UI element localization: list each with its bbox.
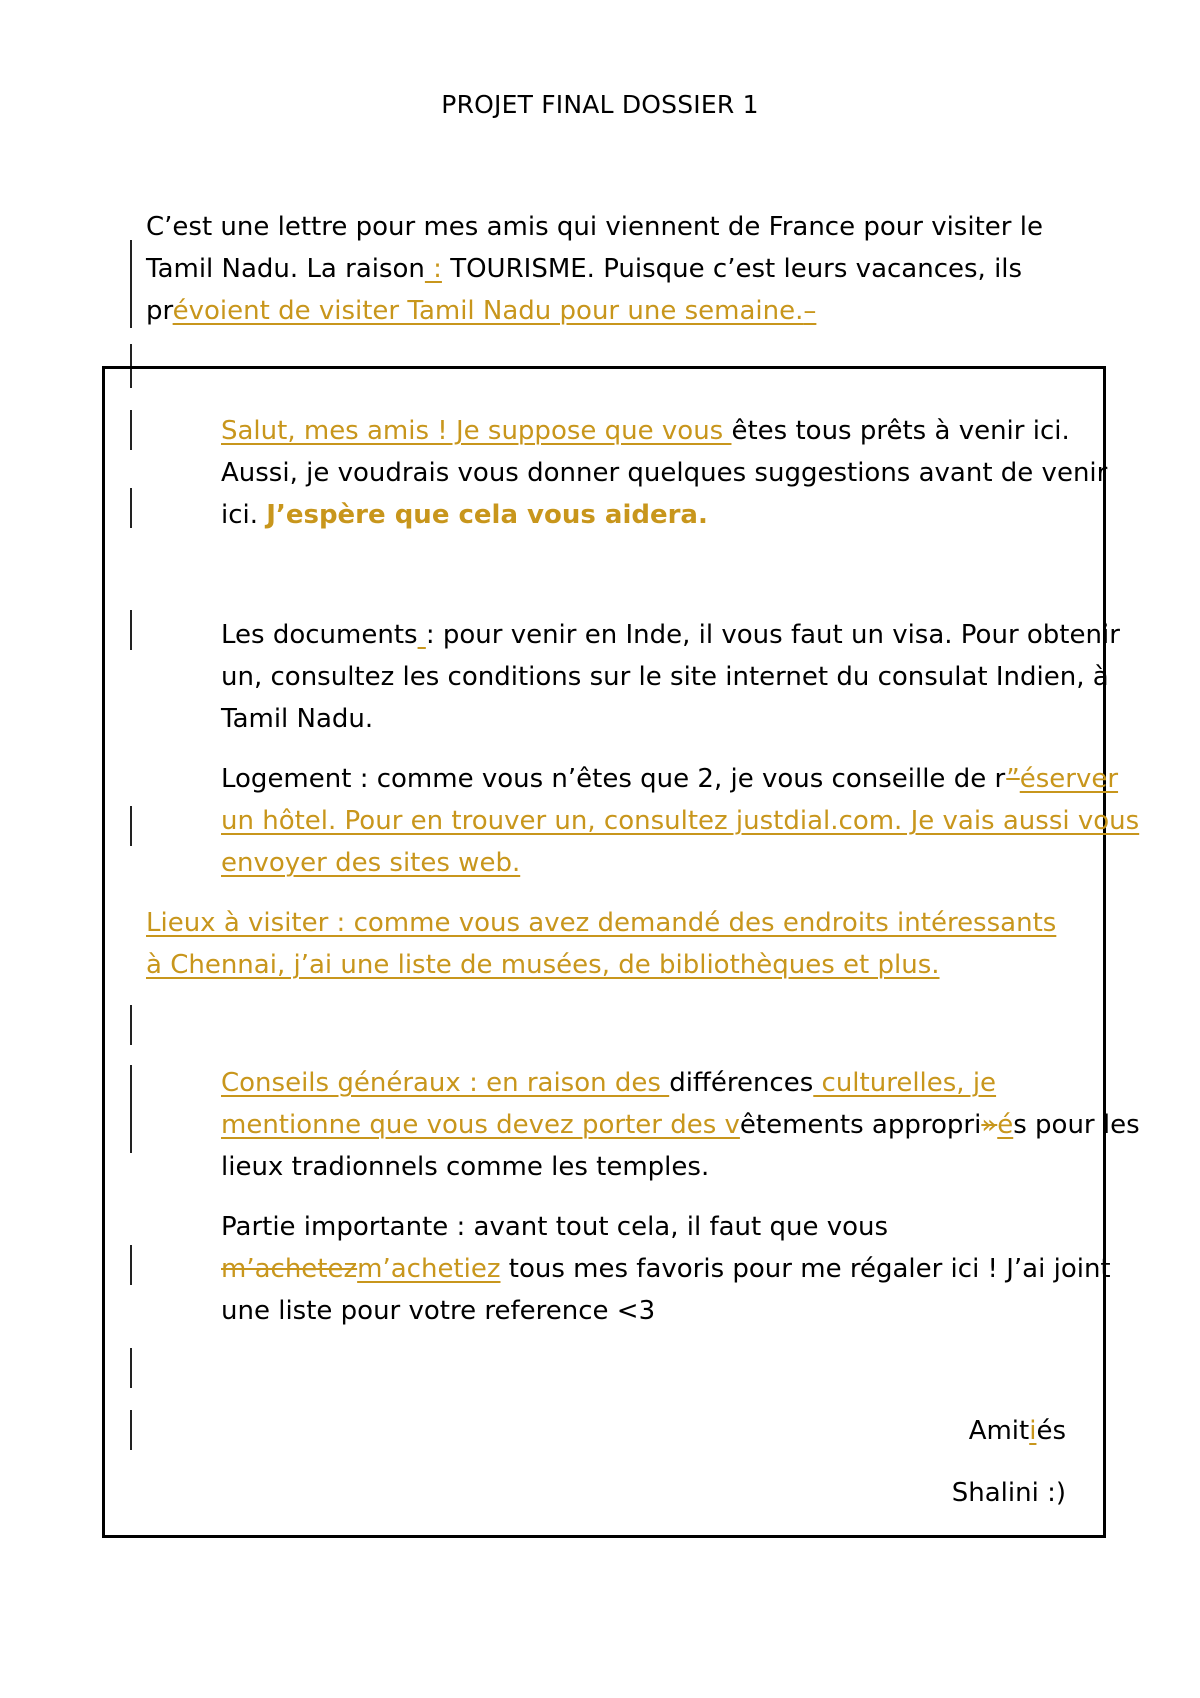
revision-text	[418, 620, 426, 650]
revision-text: éserver un hôtel. Pour en trouver un, consultez justdial.com. Je vais aussi vous envoyer des sites web.	[221, 764, 1140, 878]
signature: Shalini :)	[951, 1478, 1066, 1508]
intro-revision-3: –	[803, 296, 817, 326]
revision-text: Salut, mes amis ! Je suppose que vous	[221, 416, 732, 446]
revision-text: m’achetiez	[357, 1254, 501, 1284]
change-bar	[130, 240, 132, 328]
body-text: : pour venir en Inde, il vous faut un visa. Pour obtenir un, consultez les conditions sur le site internet du consulat Indien, à Tamil Nadu.	[221, 620, 1120, 734]
advice-paragraph	[146, 1062, 1141, 1188]
body-text: Logement : comme vous n’êtes que 2, je vous conseille de r	[221, 764, 1007, 794]
body-text: tous mes favoris pour me régaler ici ! J’ai joint une liste pour votre reference <3	[221, 1254, 1111, 1326]
deleted-text: ”	[1006, 764, 1020, 794]
intro-text-1: C’est une lettre pour mes amis qui viennent de France pour visiter le Tamil Nadu. La raison	[146, 212, 1043, 284]
body-text: Les documents	[221, 620, 418, 650]
body-text: êtes tous prêts à venir ici. Aussi, je voudrais vous donner quelques suggestions avant de venir ici.	[221, 416, 1108, 530]
revision-text: culturelles, je mentionne que vous devez porter des v	[221, 1068, 997, 1140]
intro-text-2: TOURISME. Puisque c’est leurs vacances, ils pr	[146, 254, 1023, 326]
housing-paragraph	[146, 758, 1141, 884]
important-paragraph	[146, 1206, 1141, 1332]
revision-bold-text: J’espère que cela vous aidera.	[266, 500, 708, 530]
closing-line	[146, 1410, 1066, 1452]
places-paragraph	[146, 902, 1066, 986]
deleted-text: »	[981, 1110, 998, 1140]
revision-text: é	[997, 1110, 1014, 1140]
revision-text: Lieux à visiter : comme vous avez demandé des endroits intéressants à Chennai, j’ai une liste de musées, de bibliothèques et plus.	[146, 908, 1057, 980]
closing-text: és	[1036, 1416, 1066, 1446]
letter-greeting-paragraph	[146, 410, 1141, 536]
deleted-text: m’achetez	[221, 1254, 358, 1284]
body-text: êtements appropri	[739, 1110, 982, 1140]
body-text: Partie importante : avant tout cela, il faut que vous	[221, 1212, 889, 1242]
revision-text: i	[1029, 1416, 1037, 1446]
closing-text: Amit	[968, 1416, 1030, 1446]
documents-paragraph	[146, 614, 1141, 740]
intro-paragraph	[146, 206, 1066, 332]
body-text: différences	[669, 1068, 814, 1098]
intro-revision-1: :	[424, 254, 442, 284]
revision-text: Conseils généraux : en raison des	[221, 1068, 670, 1098]
intro-revision-2: évoient de visiter Tamil Nadu pour une semaine.	[172, 296, 804, 326]
body-text: s pour les lieux tradionnels comme les temples.	[221, 1110, 1140, 1182]
document-title: PROJET FINAL DOSSIER 1	[441, 90, 759, 119]
